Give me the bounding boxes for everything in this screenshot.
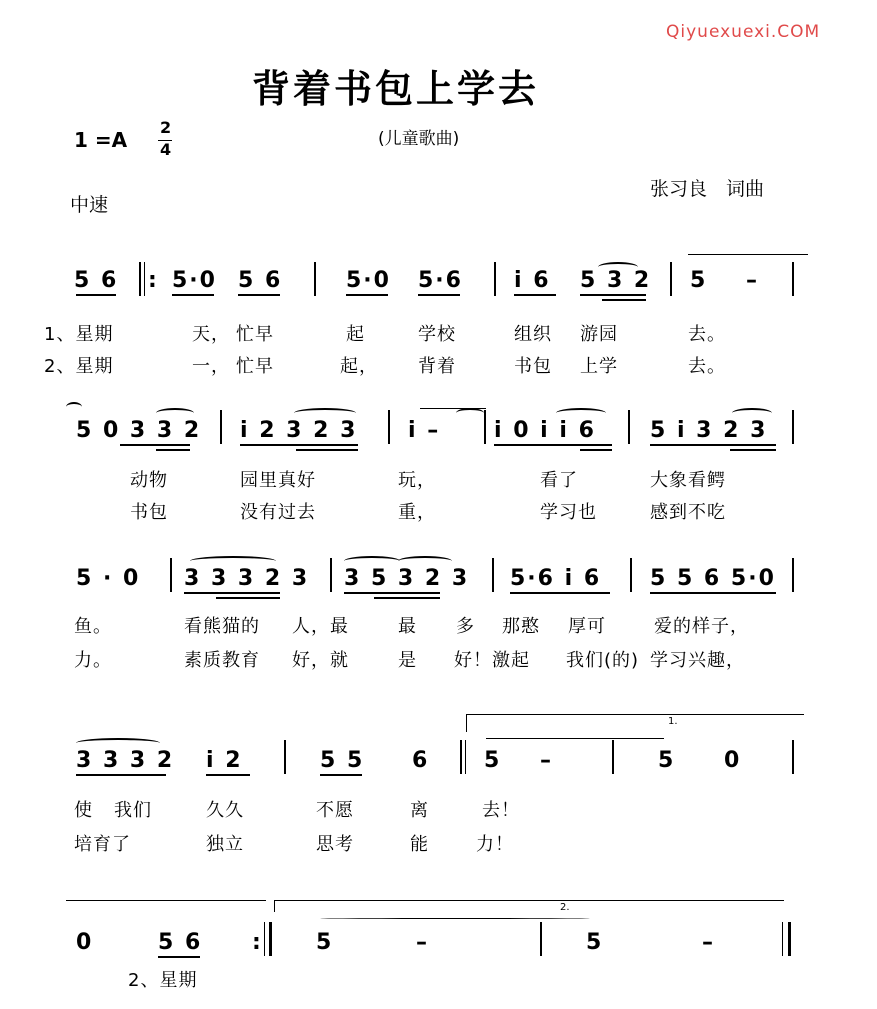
note-group: 5 5 6 5·0	[650, 566, 776, 591]
beam	[216, 597, 280, 599]
beam	[320, 774, 362, 776]
bar-line	[388, 410, 390, 444]
lyric-verse-2: 忙早	[236, 356, 274, 377]
slur	[76, 738, 160, 748]
beam	[514, 294, 556, 296]
beam	[510, 592, 610, 594]
note-group: 5 6	[158, 930, 203, 955]
tie-line	[420, 408, 486, 409]
note-group: 5 3 2	[580, 268, 652, 293]
lyric-verse-1: 多	[456, 616, 475, 637]
bar-line	[670, 262, 672, 296]
lyric-verse-1: 1、星期	[44, 324, 114, 345]
repeat-dots: :	[252, 930, 261, 955]
lyric-verse-1: 游园	[580, 324, 618, 345]
note-group: 5 i 3 2 3	[650, 418, 768, 443]
bar-line	[628, 410, 630, 444]
note-group: i 2 3 2 3	[240, 418, 358, 443]
note-group: –	[746, 268, 759, 293]
lyric-verse-2: 去。	[688, 356, 726, 377]
slur	[456, 408, 484, 418]
beam	[602, 299, 646, 301]
bar-line	[139, 262, 141, 296]
note-group: –	[540, 748, 553, 773]
lyric-verse-1: 去。	[688, 324, 726, 345]
note-group: 5	[658, 748, 676, 773]
lyric-verse-1: 不愿	[316, 800, 354, 821]
lyric-verse-2: 我们(的)	[566, 650, 640, 671]
note-group: i 6	[514, 268, 551, 293]
tie	[66, 402, 82, 412]
note-group: 6	[412, 748, 430, 773]
author-credit: 张习良 词曲	[650, 178, 765, 200]
note-group: 0	[76, 930, 94, 955]
beam	[120, 444, 190, 446]
note-group: 5·6 i 6	[510, 566, 602, 591]
lyric-verse-1: 爱的样子，	[654, 616, 749, 637]
lyric-verse-2: 力！	[476, 834, 514, 855]
bar-line	[170, 558, 172, 592]
lyric-verse-1: 那憨	[502, 616, 540, 637]
lyric-verse-1: 看熊猫的	[184, 616, 260, 637]
final-bar-line	[782, 922, 783, 956]
note-group: –	[702, 930, 715, 955]
lyric-verse-1: 天，	[192, 324, 230, 345]
volta-number: 1.	[668, 716, 678, 727]
lyric-verse-1: 去！	[482, 800, 520, 821]
repeat-start-line	[144, 262, 145, 296]
note-group: 5 · 0	[76, 566, 141, 591]
lyric-verse-1: 厚可	[568, 616, 606, 637]
tie-line	[486, 738, 664, 739]
lyric-verse-2: 一，	[192, 356, 230, 377]
lyric-verse-1: 学校	[418, 324, 456, 345]
lyric-verse-2: 2、星期	[128, 970, 198, 991]
beam	[418, 294, 460, 296]
lyric-verse-2: 好！激起	[454, 650, 530, 671]
bar-line	[460, 740, 462, 774]
final-bar-line	[788, 922, 791, 956]
lyric-verse-1: 看了	[540, 470, 578, 491]
beam	[184, 592, 280, 594]
repeat-end-line	[269, 922, 272, 956]
beam	[172, 294, 214, 296]
beam	[296, 449, 358, 451]
volta-bracket-edge	[274, 900, 275, 912]
note-group: 3 3 3 2	[76, 748, 175, 773]
lyric-verse-2: 素质教育	[184, 650, 260, 671]
lyric-verse-1: 人，最	[292, 616, 349, 637]
lyric-verse-2: 是	[398, 650, 417, 671]
watermark-logo: Q	[666, 22, 681, 42]
lyric-verse-2: 书包	[130, 502, 168, 523]
note-group: 5·6	[418, 268, 463, 293]
beam	[580, 449, 612, 451]
lyric-verse-2: 培育了	[74, 834, 131, 855]
beam	[730, 449, 776, 451]
beam	[580, 294, 646, 296]
note-group: i 2	[206, 748, 243, 773]
beam	[650, 592, 776, 594]
lyric-verse-1: 我们	[114, 800, 152, 821]
tempo-marking: 中速	[70, 194, 109, 216]
note-group: 3 3 3 2 3	[184, 566, 310, 591]
lyric-verse-1: 大象看鳄	[650, 470, 726, 491]
beam	[494, 444, 612, 446]
lyric-verse-2: 学习兴趣，	[650, 650, 745, 671]
lyric-verse-1: 动物	[130, 470, 168, 491]
lyric-verse-1: 使	[74, 800, 93, 821]
beam	[240, 444, 358, 446]
repeat-end-line	[264, 922, 265, 956]
lyric-verse-1: 忙早	[236, 324, 274, 345]
lyric-verse-2: 2、星期	[44, 356, 114, 377]
volta-bracket-edge	[466, 714, 467, 732]
slur	[344, 556, 400, 566]
beam	[344, 592, 440, 594]
lyric-verse-1: 离	[410, 800, 429, 821]
key-signature: 1 =A	[74, 128, 128, 152]
bar-line	[792, 410, 794, 444]
beam	[346, 294, 388, 296]
beam	[76, 774, 166, 776]
slur	[156, 408, 194, 418]
lyric-verse-2: 没有过去	[240, 502, 316, 523]
bar-line	[494, 262, 496, 296]
lyric-verse-2: 学习也	[540, 502, 597, 523]
lyric-verse-2: 背着	[418, 356, 456, 377]
lyric-verse-2: 书包	[514, 356, 552, 377]
lyric-verse-2: 起，	[340, 356, 378, 377]
beam	[156, 449, 190, 451]
slur	[398, 556, 452, 566]
lyric-verse-2: 独立	[206, 834, 244, 855]
bar-line	[484, 410, 486, 444]
note-group: 0	[724, 748, 742, 773]
lyric-verse-1: 最	[398, 616, 417, 637]
bar-line	[792, 740, 794, 774]
song-subtitle: (儿童歌曲)	[378, 129, 460, 149]
bar-line	[612, 740, 614, 774]
lyric-verse-1: 园里真好	[240, 470, 316, 491]
lyric-verse-2: 上学	[580, 356, 618, 377]
note-group: 5	[690, 268, 708, 293]
note-group: –	[416, 930, 429, 955]
time-signature-top: 2	[160, 118, 172, 137]
note-group: 5	[316, 930, 334, 955]
bar-line	[630, 558, 632, 592]
lyric-verse-1: 起	[346, 324, 365, 345]
slur	[294, 408, 356, 418]
slur	[190, 556, 276, 566]
volta-continuation	[66, 900, 266, 901]
site-watermark	[666, 22, 820, 42]
bar-line	[284, 740, 286, 774]
lyric-verse-2: 思考	[316, 834, 354, 855]
beam	[374, 597, 440, 599]
lyric-verse-1: 玩，	[398, 470, 436, 491]
beam	[238, 294, 280, 296]
note-group: 3 5 3 2 3	[344, 566, 470, 591]
note-group: 5 6	[74, 268, 119, 293]
note-group: 5 6	[238, 268, 283, 293]
volta-bracket	[466, 714, 804, 715]
note-group: 5·0	[346, 268, 391, 293]
lyric-verse-1: 鱼。	[74, 616, 112, 637]
note-group: 5·0	[172, 268, 217, 293]
note-group: 5 0 3 3 2	[76, 418, 202, 443]
tie-line	[320, 918, 590, 919]
watermark-text: iyuexuexi.COM	[680, 22, 821, 42]
beam	[158, 956, 200, 958]
volta-number: 2.	[560, 902, 570, 913]
lyric-verse-2: 力。	[74, 650, 112, 671]
slur	[732, 408, 772, 418]
slur	[556, 408, 606, 418]
bar-line	[792, 262, 794, 296]
repeat-dots: :	[148, 268, 157, 293]
bar-line	[492, 558, 494, 592]
note-group: 5	[586, 930, 604, 955]
bar-line	[314, 262, 316, 296]
tie-line	[688, 254, 808, 255]
volta-bracket	[274, 900, 784, 901]
note-group: 5 5	[320, 748, 365, 773]
bar-line	[220, 410, 222, 444]
bar-line	[465, 740, 466, 774]
beam	[650, 444, 776, 446]
lyric-verse-2: 感到不吃	[650, 502, 726, 523]
bar-line	[792, 558, 794, 592]
lyric-verse-2: 能	[410, 834, 429, 855]
note-group: i –	[408, 418, 441, 443]
note-group: 5	[484, 748, 502, 773]
bar-line	[330, 558, 332, 592]
lyric-verse-2: 重，	[398, 502, 436, 523]
lyric-verse-2: 好，就	[292, 650, 349, 671]
lyric-verse-1: 组织	[514, 324, 552, 345]
note-group: i 0 i i 6	[494, 418, 596, 443]
beam	[206, 774, 250, 776]
lyric-verse-1: 久久	[206, 800, 244, 821]
song-title: 背着书包上学去	[252, 67, 540, 111]
time-signature-bottom: 4	[160, 140, 172, 159]
bar-line	[540, 922, 542, 956]
beam	[76, 294, 116, 296]
